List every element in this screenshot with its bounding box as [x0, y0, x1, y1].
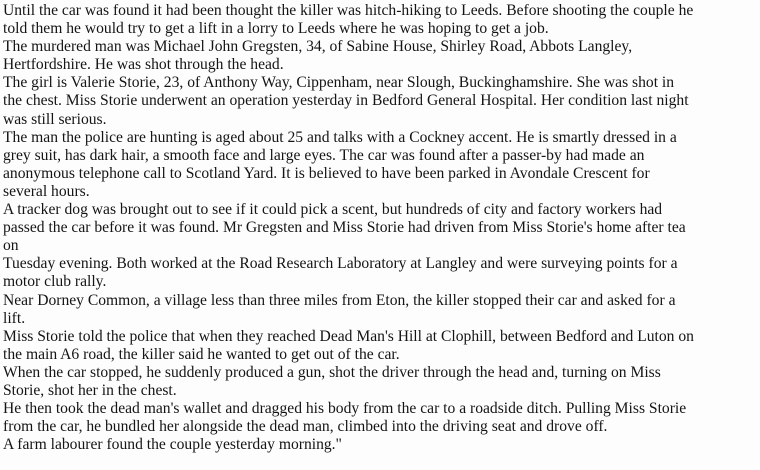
article-line: He then took the dead man's wallet and dragged his body from the car to a roadside ditch. Pulling Miss Storie: [3, 400, 687, 418]
article-line: The man the police are hunting is aged about 25 and talks with a Cockney accent. He is smartly dressed in a: [3, 128, 677, 146]
article-line: on: [3, 237, 19, 255]
article-line: Storie, shot her in the chest.: [3, 381, 177, 399]
article-line: anonymous telephone call to Scotland Yard. It is believed to have been parked in Avondale Crescent for: [3, 164, 650, 182]
article-line: When the car stopped, he suddenly produced a gun, shot the driver through the head and, turning on Miss: [3, 363, 661, 381]
article-line: Miss Storie told the police that when they reached Dead Man's Hill at Clophill, between Bedford and Luton on: [3, 327, 694, 345]
article-line: the chest. Miss Storie underwent an operation yesterday in Bedford General Hospital. Her condition last night: [3, 92, 689, 110]
article-line: several hours.: [3, 182, 90, 200]
article-line: Tuesday evening. Both worked at the Road Research Laboratory at Langley and were surveying points for a: [3, 255, 678, 273]
article-line: from the car, he bundled her alongside the dead man, climbed into the driving seat and drove off.: [3, 418, 608, 436]
article-line: Until the car was found it had been thought the killer was hitch-hiking to Leeds. Before shooting the couple he: [3, 2, 694, 19]
article-body: [3, 2, 757, 454]
article-line: Near Dorney Common, a village less than three miles from Eton, the killer stopped their car and asked for a: [3, 291, 676, 309]
article-line: A farm labourer found the couple yesterday morning.": [3, 436, 342, 454]
article-line: the main A6 road, the killer said he wanted to get out of the car.: [3, 345, 400, 363]
article-line: grey suit, has dark hair, a smooth face and large eyes. The car was found after a passer-by had made an: [3, 146, 645, 164]
article-line: Hertfordshire. He was shot through the head.: [3, 56, 284, 74]
article-line: told them he would try to get a lift in a lorry to Leeds where he was hoping to get a job.: [3, 20, 549, 38]
article-line: lift.: [3, 309, 26, 327]
article-line: was still serious.: [3, 110, 107, 128]
article-line: A tracker dog was brought out to see if it could pick a scent, but hundreds of city and factory workers had: [3, 201, 663, 219]
article-line: passed the car before it was found. Mr Gregsten and Miss Storie had driven from Miss Storie's home after tea: [3, 219, 686, 237]
article-line: motor club rally.: [3, 273, 107, 291]
article-line: The girl is Valerie Storie, 23, of Anthony Way, Cippenham, near Slough, Buckinghamshire. She was shot in: [3, 74, 675, 92]
article-line: The murdered man was Michael John Gregsten, 34, of Sabine House, Shirley Road, Abbots Langley,: [3, 38, 633, 56]
